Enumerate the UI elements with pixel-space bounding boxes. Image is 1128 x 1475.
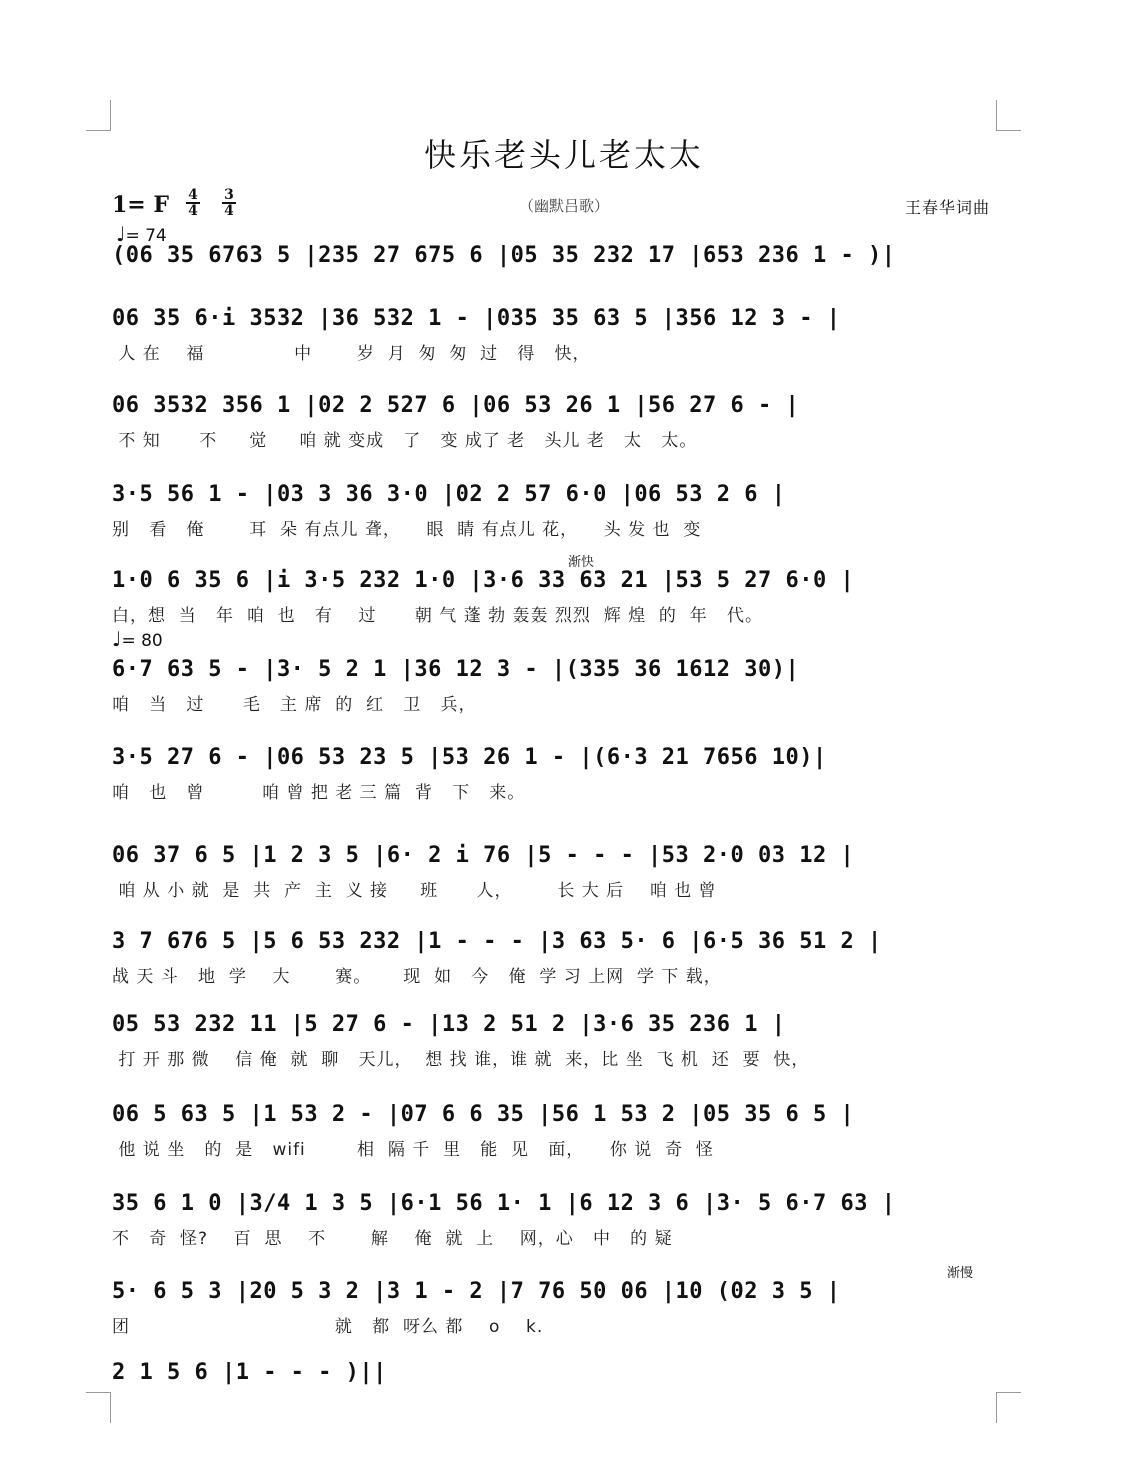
crop-mark-top-right [996, 100, 1021, 131]
notation-line: 06 5 63 5 |1 53 2 - |07 6 6 35 |56 1 53 2 |05 35 6 5 | [112, 1102, 855, 1127]
crop-mark-top-left [86, 100, 111, 131]
notation-line: 06 35 6·i 3532 |36 532 1 - |035 35 63 5 |356 12 3 - | [112, 306, 841, 331]
lyric-line: 咱 当 过 毛 主 席 的 红 卫 兵， [112, 695, 477, 715]
notation-line: 6·7 63 5 - |3· 5 2 1 |36 12 3 - |(335 36 1612 30)| [112, 657, 800, 682]
notation-line: 3·5 56 1 - |03 3 36 3·0 |02 2 57 6·0 |06 53 2 6 | [112, 482, 786, 507]
lyric-line: 咱 也 曾 咱 曾 把 老 三 篇 背 下 来。 [112, 783, 526, 803]
lyric-line: 团 就 都 呀么 都 o k. [112, 1317, 544, 1337]
lyric-line: 打 开 那 微 信 俺 就 聊 天儿， 想 找 谁，谁 就 来，比 坐 飞 机 还 要 快， [112, 1050, 810, 1070]
lyric-line: 战 天 斗 地 学 大 赛。 现 如 今 俺 学 习 上网 学 下 载， [112, 967, 722, 987]
notation-line: (06 35 6763 5 |235 27 675 6 |05 35 232 17 |653 236 1 - )| [112, 243, 896, 268]
lyric-line: 不 知 不 觉 咱 就 变成 了 变 成了 老 头儿 老 太 太。 [112, 431, 698, 451]
notation-line: 06 37 6 5 |1 2 3 5 |6· 2 i 76 |5 - - - |53 2·0 03 12 | [112, 843, 855, 868]
time-signature-4-4: 4 4 [184, 188, 202, 218]
time-signature-3-4: 3 4 [220, 188, 238, 218]
lyric-line: 别 看 俺 耳 朵 有点儿 聋， 眼 睛 有点儿 花， 头 发 也 变 [112, 520, 702, 540]
notation-line: 5· 6 5 3 |20 5 3 2 |3 1 - 2 |7 76 50 06 |10 (02 3 5 | [112, 1279, 841, 1304]
tempo-marking-2: ♩= 80 [112, 627, 163, 651]
notation-line: 35 6 1 0 |3/4 1 3 5 |6·1 56 1· 1 |6 12 3 6 |3· 5 6·7 63 | [112, 1191, 896, 1216]
author-credit: 王春华词曲 [905, 198, 991, 217]
song-title: 快乐老头儿老太太 [423, 136, 704, 174]
lyric-line: 人 在 福 中 岁 月 匆 匆 过 得 快， [112, 344, 591, 364]
tempo-marking-1: ♩= 74 [116, 222, 167, 246]
key-signature: 1= F [112, 192, 170, 218]
notation-line: 1·0 6 35 6 |i 3·5 232 1·0 |3·6 33 63 21 |53 5 27 6·0 | [112, 568, 855, 593]
quarter-note-icon: ♩ [116, 222, 126, 246]
notation-line: 3 7 676 5 |5 6 53 232 |1 - - - |3 63 5· 6 |6·5 36 51 2 | [112, 929, 882, 954]
subtitle: （幽默吕歌） [518, 197, 609, 215]
notation-line: 2 1 5 6 |1 - - - )|| [112, 1360, 387, 1385]
lyric-line: 不 奇 怪? 百 思 不 解 俺 就 上 网，心 中 的 疑 [112, 1229, 673, 1249]
crop-mark-bottom-right [996, 1392, 1021, 1423]
crop-mark-bottom-left [86, 1392, 111, 1423]
ritardando-mark: 渐慢 [947, 1266, 974, 1281]
notation-line: 3·5 27 6 - |06 53 23 5 |53 26 1 - |(6·3 21 7656 10)| [112, 745, 827, 770]
notation-line: 05 53 232 11 |5 27 6 - |13 2 51 2 |3·6 35 236 1 | [112, 1012, 786, 1037]
quarter-note-icon: ♩ [112, 627, 122, 651]
lyric-line: 他 说 坐 的 是 wifi 相 隔 千 里 能 见 面， 你 说 奇 怪 [112, 1140, 714, 1160]
notation-line: 06 3532 356 1 |02 2 527 6 |06 53 26 1 |56 27 6 - | [112, 393, 800, 418]
accelerando-mark: 渐快 [568, 555, 595, 570]
lyric-line: 白，想 当 年 咱 也 有 过 朝 气 蓬 勃 轰轰 烈烈 辉 煌 的 年 代。 [112, 606, 763, 626]
lyric-line: 咱 从 小 就 是 共 产 主 义 接 班 人， 长 大 后 咱 也 曾 [112, 881, 717, 901]
